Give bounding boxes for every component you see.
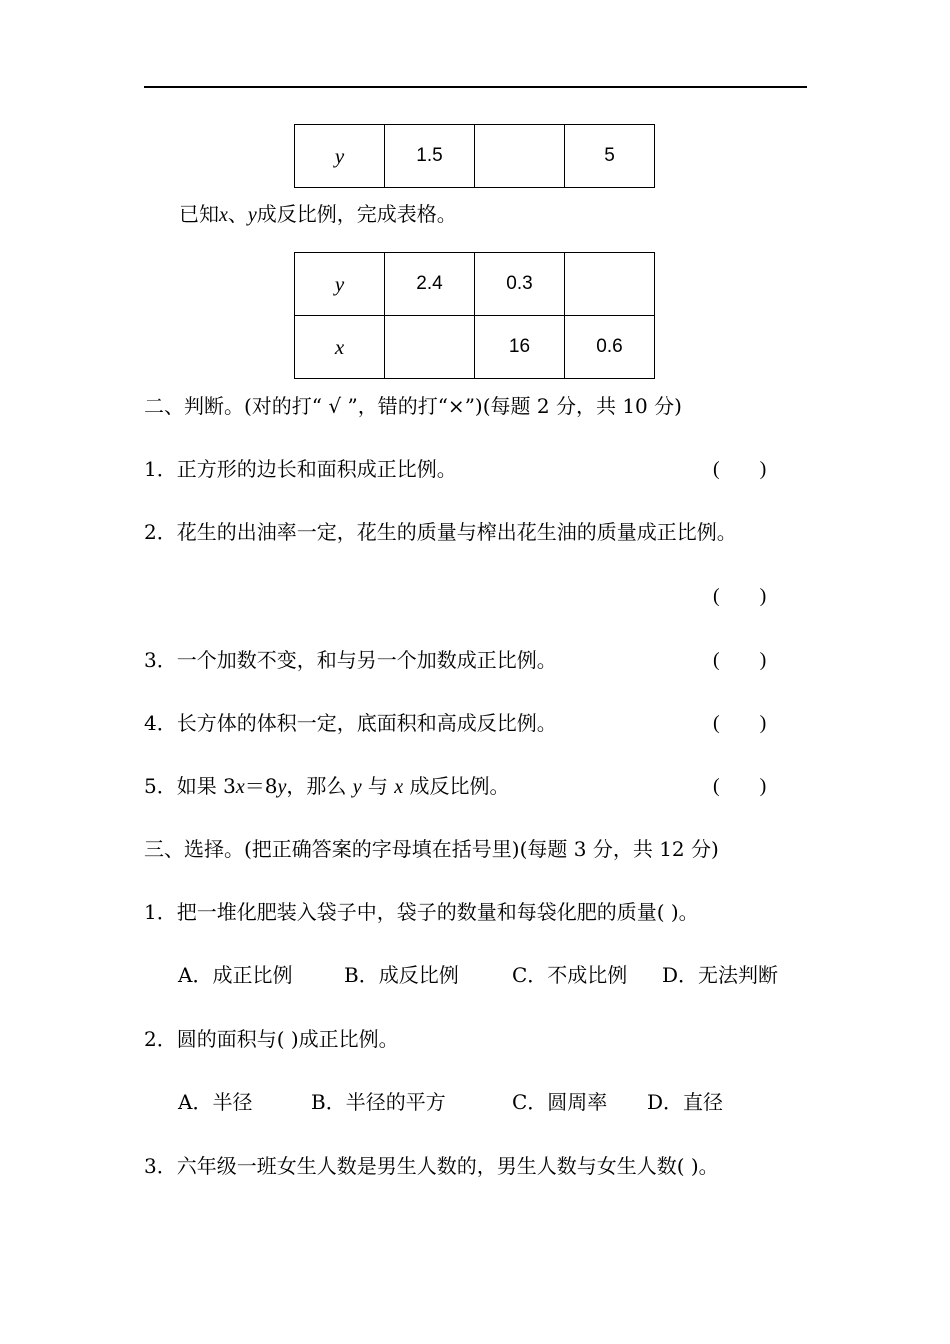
var-x: x [219,204,228,226]
judge-question-2: 2．花生的出油率一定，花生的质量与榨出花生油的质量成正比例。 [144,520,737,544]
judge-question-5 [144,773,510,800]
table-row [295,125,655,188]
table-cell: 0.3 [475,253,565,316]
q5-text: ，那么 [286,774,353,798]
table-cell: 5 [565,125,655,188]
judge-question-4: 4．长方体的体积一定，底面积和高成反比例。 [144,711,557,735]
table-var-label: x [295,316,385,379]
q5-text: ＝8 [244,774,278,798]
inverse-proportion-instruction [179,201,457,228]
q5-text: 5．如果 3 [144,774,236,798]
var-x: x [235,776,245,798]
option-b[interactable]: B．成反比例 [344,963,459,987]
header-rule [144,86,807,88]
q5-text: 成反比例。 [403,774,510,798]
judge-question-1: 1．正方形的边长和面积成正比例。 [144,457,457,481]
option-c[interactable]: C．圆周率 [512,1090,608,1114]
table-var-label: y [295,125,385,188]
q5-text: 与 [361,774,395,798]
table-cell: 2.4 [385,253,475,316]
judge-question-3: 3．一个加数不变，和与另一个加数成正比例。 [144,648,557,672]
option-d[interactable]: D．直径 [647,1090,724,1114]
answer-blank[interactable]: ( ) [713,585,767,607]
intro-text: 已知 [179,202,219,226]
option-c[interactable]: C．不成比例 [512,963,628,987]
option-a[interactable]: A．半径 [178,1090,253,1114]
section-heading-choice: 三、选择。(把正确答案的字母填在括号里)(每题 3 分，共 12 分) [144,837,719,861]
table-cell: 16 [475,316,565,379]
answer-blank[interactable]: ( ) [713,649,767,671]
var-y: y [352,776,362,798]
table-row [295,253,655,316]
answer-blank[interactable]: ( ) [713,775,767,797]
var-x: x [394,776,404,798]
var-y: y [277,776,287,798]
answer-blank[interactable]: ( ) [713,458,767,480]
section-heading-judge: 二、判断。(对的打“ √ ”，错的打“×”)(每题 2 分，共 10 分) [144,394,682,418]
choice-question-2: 2．圆的面积与( )成正比例。 [144,1027,399,1051]
table-var-label: y [295,253,385,316]
table-cell: 1.5 [385,125,475,188]
option-a[interactable]: A．成正比例 [178,963,293,987]
choice-question-3: 3．六年级一班女生人数是男生人数的，男生人数与女生人数( )。 [144,1154,719,1178]
var-y: y [247,204,257,226]
table-inverse-proportion [294,252,655,379]
table-cell-blank [385,316,475,379]
table-cell-blank [565,253,655,316]
table-y-values [294,124,655,188]
option-d[interactable]: D．无法判断 [662,963,779,987]
table-cell-blank [475,125,565,188]
intro-sep: 、 [227,202,248,226]
answer-blank[interactable]: ( ) [713,712,767,734]
choice-question-1: 1．把一堆化肥装入袋子中，袋子的数量和每袋化肥的质量( )。 [144,900,699,924]
table-row [295,316,655,379]
option-b[interactable]: B．半径的平方 [311,1090,446,1114]
table-cell: 0.6 [565,316,655,379]
intro-text: 成反比例，完成表格。 [256,202,457,226]
